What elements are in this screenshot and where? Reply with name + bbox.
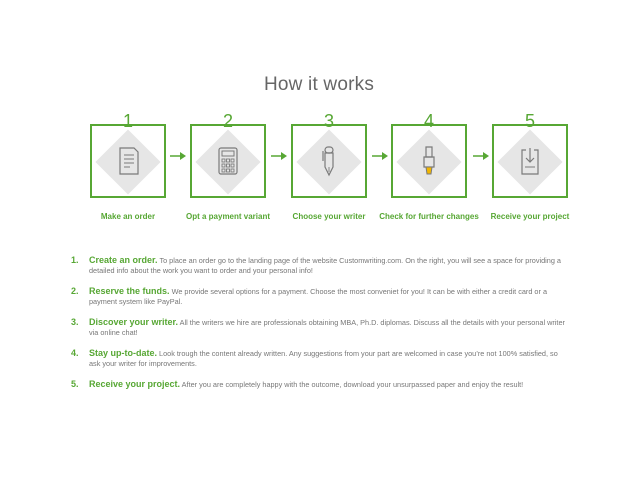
marker-icon xyxy=(411,143,447,179)
step-number: 1 xyxy=(122,111,133,131)
item-heading: Receive your project. xyxy=(89,379,181,389)
item-text: We provide several options for a payment. Choose the most conveniet for you! It can be with either a credit card or a payment system like PayPal. xyxy=(89,287,548,306)
arrow-right-icon xyxy=(473,150,489,162)
list-item xyxy=(71,255,570,276)
list-item xyxy=(71,379,570,390)
download-document-icon xyxy=(512,143,548,179)
step-box xyxy=(291,124,367,198)
step-label: Receive your project xyxy=(490,212,570,221)
arrow-right-icon xyxy=(170,150,186,162)
item-heading: Create an order. xyxy=(89,255,158,265)
pen-icon xyxy=(311,143,347,179)
step-number: 4 xyxy=(423,111,434,131)
step-number: 2 xyxy=(222,111,233,131)
step-number: 5 xyxy=(524,111,535,131)
arrow-right-icon xyxy=(271,150,287,162)
step-label: Choose your writer xyxy=(292,212,366,221)
item-text: Look trough the content already written. Any suggestions from your part are welcomed in case you’re not 100% satisfied, so ask your writer for improvements. xyxy=(89,349,558,368)
document-icon xyxy=(110,143,146,179)
step-box xyxy=(90,124,166,198)
item-number: 1. xyxy=(71,255,79,265)
step-box xyxy=(492,124,568,198)
item-heading: Stay up-to-date. xyxy=(89,348,158,358)
arrow-right-icon xyxy=(372,150,388,162)
item-number: 5. xyxy=(71,379,79,389)
step-box xyxy=(190,124,266,198)
item-text: After you are completely happy with the outcome, download your unsurpassed paper and enjoy the result! xyxy=(181,380,524,389)
item-number: 2. xyxy=(71,286,79,296)
item-heading: Discover your writer. xyxy=(89,317,179,327)
item-heading: Reserve the funds. xyxy=(89,286,170,296)
item-text: To place an order go to the landing page of the website Customwriting.com. On the right, you will see a space for providing a detailed info about the work you want to order and your personal info! xyxy=(89,256,561,275)
section-title: How it works xyxy=(263,74,375,95)
step-label: Opt a payment variant xyxy=(185,212,271,221)
step-number: 3 xyxy=(323,111,334,131)
list-item xyxy=(71,286,570,307)
item-text: All the writers we hire are professionals obtaining MBA, Ph.D. diplomas. Discuss all the details with your personal writer via online chat! xyxy=(89,318,565,337)
steps-description-list xyxy=(71,255,570,400)
step-label: Check for further changes xyxy=(379,212,479,221)
list-item xyxy=(71,317,570,338)
list-item xyxy=(71,348,570,369)
calculator-icon xyxy=(210,143,246,179)
item-number: 4. xyxy=(71,348,79,358)
step-box xyxy=(391,124,467,198)
item-number: 3. xyxy=(71,317,79,327)
step-label: Make an order xyxy=(100,212,156,221)
